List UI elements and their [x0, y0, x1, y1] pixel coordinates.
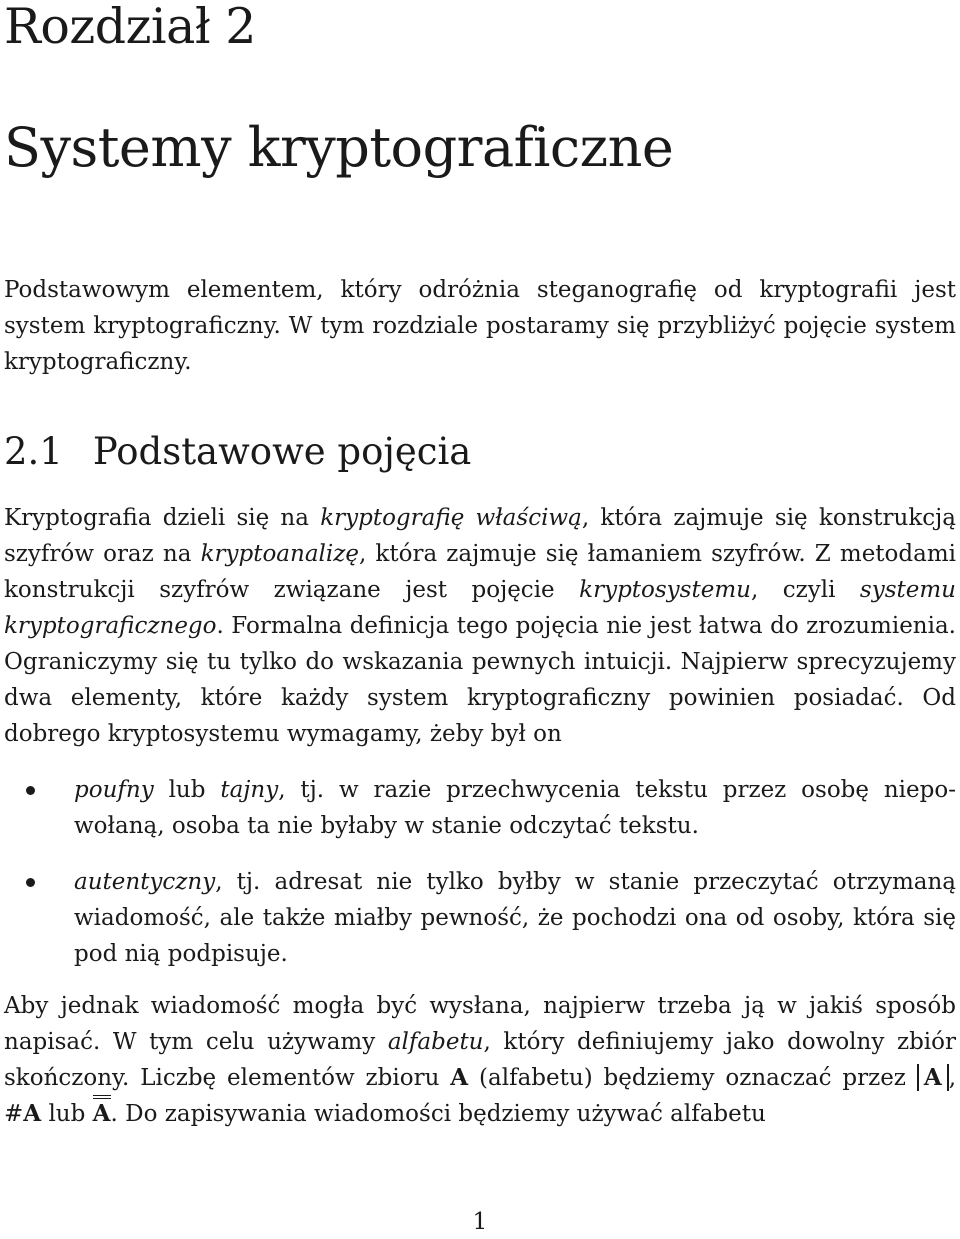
math-cardinality-abs: A	[917, 1064, 949, 1091]
math-symbol-a: A	[450, 1064, 469, 1091]
bullet-icon	[26, 786, 35, 795]
alphabet-paragraph	[4, 988, 956, 1132]
term-kryptografia-wlasciwa: kryptografię właściwą	[320, 505, 582, 531]
section-heading	[4, 430, 471, 474]
text-run: , która zajmuje się łamaniem szyfrów. Z metodami konstrukcji szyfrów związane jest pojęcie	[4, 541, 956, 603]
page	[4, 0, 956, 1239]
text-run: (alfabetu) będziemy oznaczać przez	[468, 1065, 917, 1091]
text-run: . Formalna definicja tego pojęcia nie jest łatwa do zrozumienia. Ograniczymy się tu tylko do wskazania pewnych intuicji. Najpierw sprecyzujemy dwa elementy, które każdy system kryptograficzny powinien posiadać. Od dobrego kryptosystemu wymagamy, żeby był on	[4, 613, 956, 747]
text-run: , czyli	[750, 577, 860, 603]
chapter-title: Systemy kryptograficzne	[4, 116, 674, 179]
intro-paragraph: Podstawowym elementem, który odróżnia steganografię od kryptografii jest system kryptograficzny. W tym rozdziale postaramy się przybliżyć pojęcie system kryptograficzny.	[4, 277, 956, 375]
page-number: 1	[472, 1209, 488, 1235]
list-item	[4, 772, 956, 844]
text-run: , która zajmuje się konstrukcją szyfrów oraz na	[4, 505, 957, 567]
text-run: . Do zapisywania wiadomości będziemy używać alfabetu	[110, 1101, 766, 1127]
term-tajny: tajny	[220, 777, 279, 803]
text-run: Aby jednak wiadomość mogła być wysłana, najpierw trzeba ją w jakiś sposób napisać. W tym celu używamy	[4, 993, 956, 1055]
list-item	[4, 864, 956, 972]
term-kryptoanaliza: kryptoanalizę	[200, 541, 359, 567]
term-system-kryptograficzny: systemu kryptograficznego	[4, 577, 956, 639]
term-kryptosystem: kryptosystemu	[579, 577, 751, 603]
term-alfabet: alfabetu	[387, 1029, 484, 1055]
section-title: Podstawowe pojęcia	[92, 430, 472, 473]
math-cardinality-overline: A	[93, 1095, 111, 1127]
text-run: Kryptografia dzieli się na	[4, 505, 321, 531]
text-run: , #	[4, 1065, 956, 1127]
text-run: lub	[153, 777, 221, 803]
term-poufny: poufny	[74, 777, 154, 803]
requirements-list	[4, 772, 956, 972]
math-cardinality-hash: A	[23, 1100, 42, 1127]
text-run: lub	[41, 1101, 93, 1127]
text-run: , tj. adresat nie tylko byłby w stanie przeczytać otrzymaną wiadomość, ale także miałby pewność, że pochodzi ona od osoby, która się pod nią podpisuje.	[74, 869, 956, 967]
text-run: , który definiujemy jako dowolny zbiór skończony. Liczbę elementów zbioru	[4, 1029, 956, 1091]
chapter-label: Rozdział 2	[4, 0, 256, 55]
term-autentyczny: autentyczny	[74, 869, 216, 895]
bullet-icon	[26, 878, 35, 887]
text-run: , tj. w razie przechwycenia tekstu przez osobę niepowołaną, osoba ta nie byłaby w stanie odczytać tekstu.	[74, 777, 956, 839]
section-paragraph	[4, 500, 956, 752]
section-number: 2.1	[4, 430, 63, 473]
